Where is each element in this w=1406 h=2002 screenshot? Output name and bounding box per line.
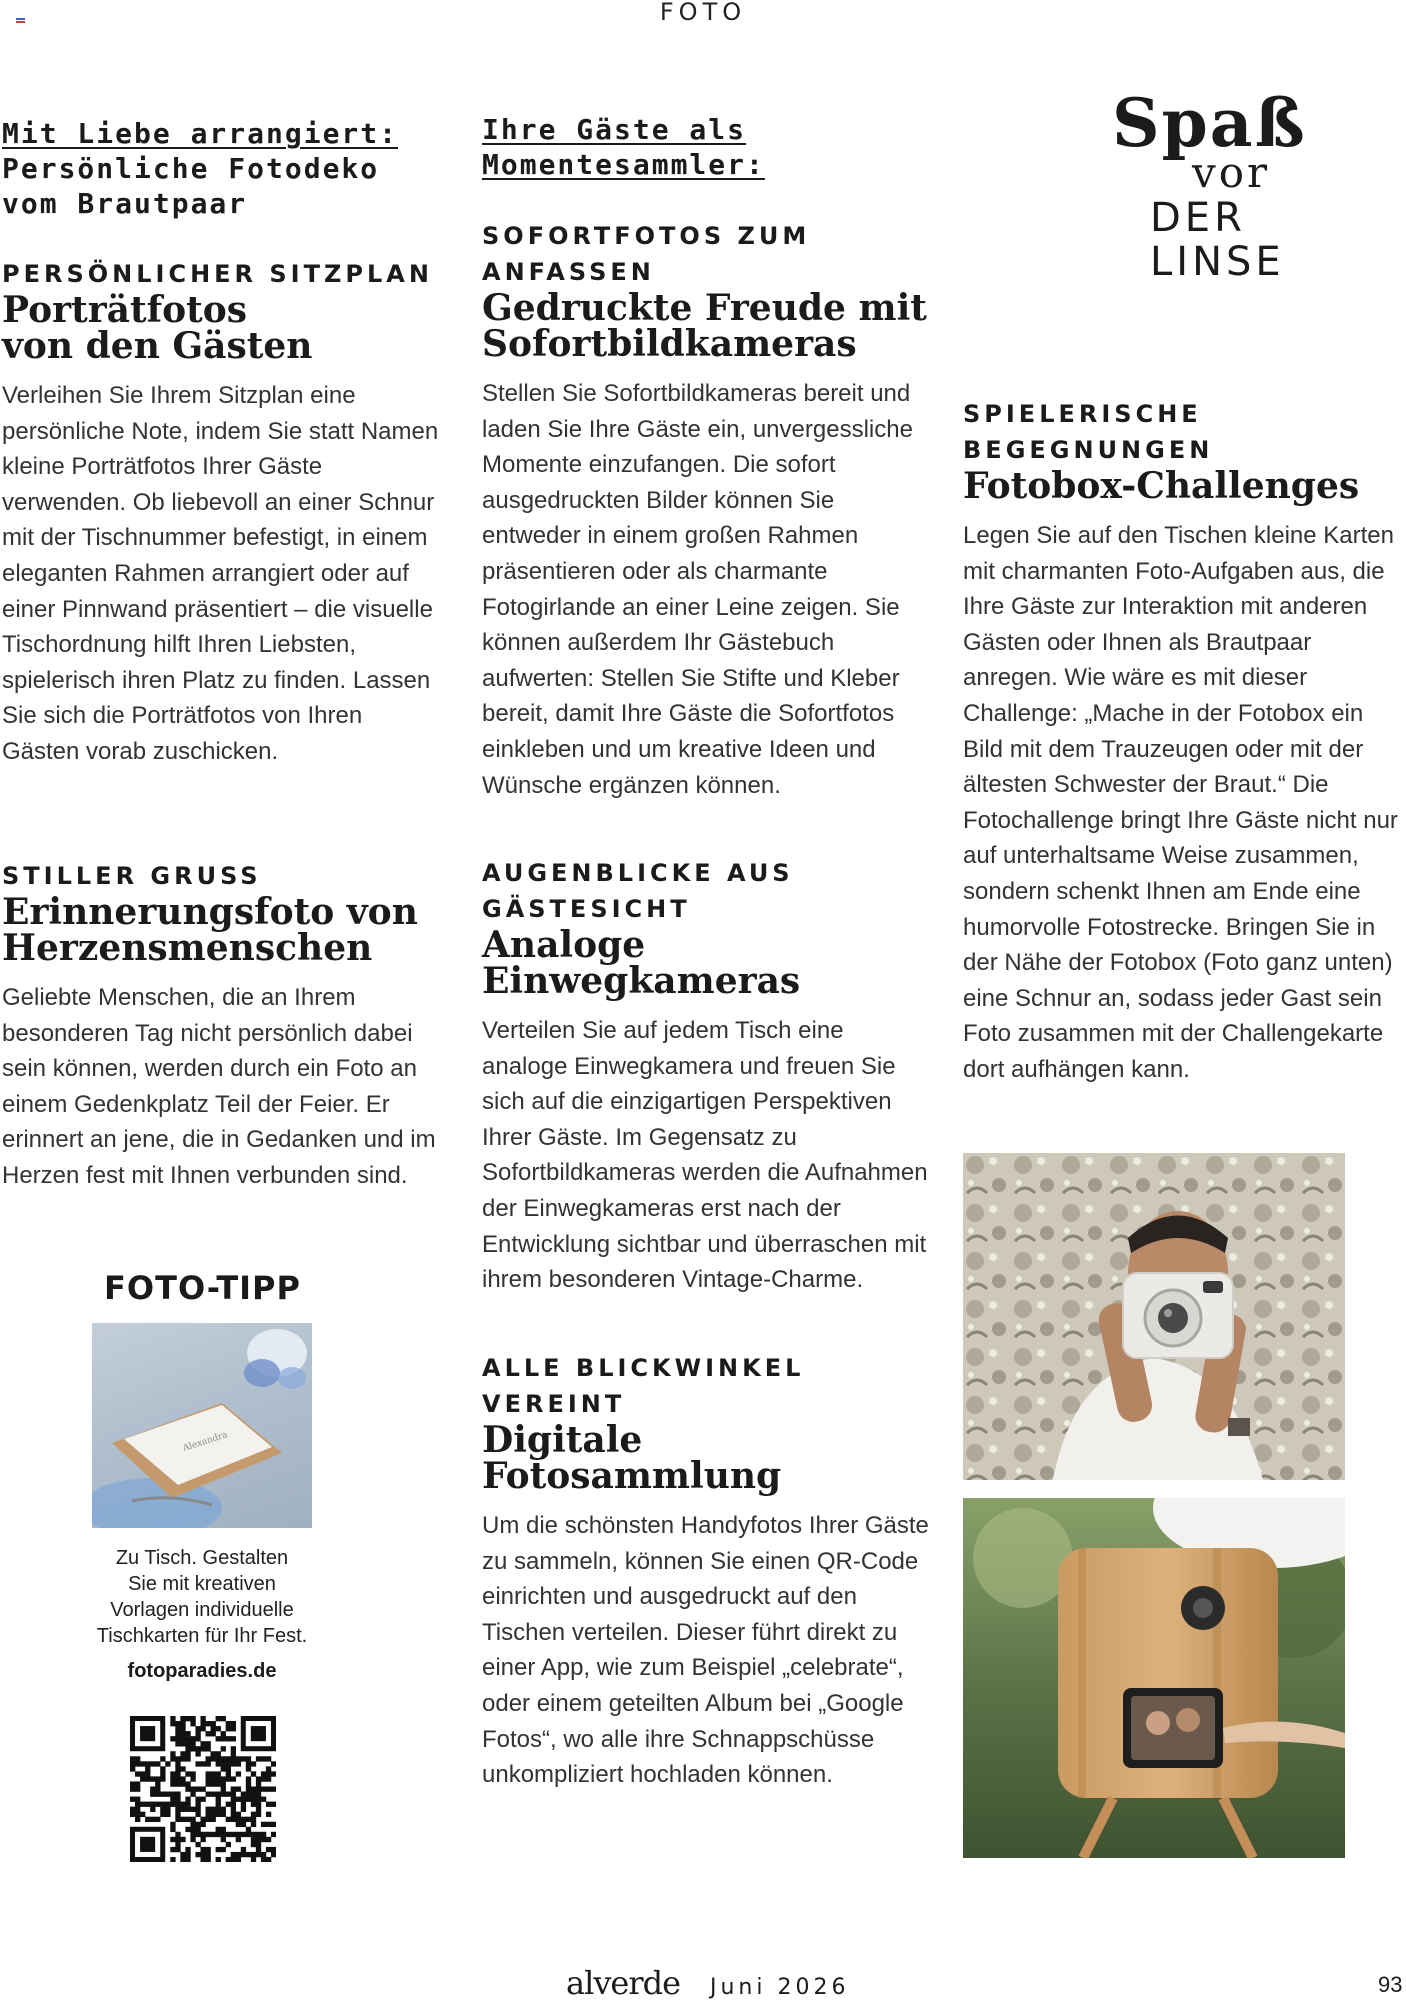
intro-line: Momentesammler: — [482, 148, 765, 181]
section-label: ANFASSEN — [482, 258, 655, 286]
place-card-illustration — [92, 1323, 312, 1528]
caption-line: Vorlagen individuelle — [110, 1599, 294, 1621]
section-label: SPIELERISCHE — [963, 400, 1202, 428]
section-label: GÄSTESICHT — [482, 895, 691, 923]
section-heading: Fotobox-Challenges — [963, 465, 1360, 507]
section-fotobox-challenges — [963, 396, 1406, 1088]
section-label: AUGENBLICKE AUS — [482, 859, 794, 887]
intro-line: Mit Liebe arrangiert: — [2, 117, 399, 150]
section-erinnerungsfoto — [2, 858, 442, 1194]
intro-line: Persönliche Fotodeko — [2, 152, 380, 185]
section-body: Verleihen Sie Ihrem Sitzplan eine persönliche Note, indem Sie statt Namen kleine Porträtfotos Ihrer Gäste verwenden. Ob liebevoll an einer Schnur mit der Tischnummer befestigt, in einem eleganten Rahmen arrangiert oder auf einer Pinnwand präsentiert – die visuelle Tischordnung hilft Ihren Liebsten, spielerisch ihren Platz zu finden. Lassen Sie sich die Porträtfotos von Ihren Gästen vorab zuschicken. — [2, 382, 439, 765]
intro-heading-col2 — [482, 112, 902, 182]
foto-tipp-caption — [52, 1545, 352, 1649]
caption-line: Zu Tisch. Gestalten — [115, 1547, 289, 1569]
caption-line: Tischkarten für Ihr Fest. — [96, 1625, 308, 1647]
heading-line: von den Gästen — [2, 325, 313, 367]
heading-line: Sofortbildkameras — [482, 323, 857, 365]
section-body: Stellen Sie Sofortbildkameras bereit und laden Sie Ihre Gäste ein, unvergessliche Momente einzufangen. Die sofort ausgedruckten Bilder können Sie entweder in einem großen Rahmen präsentieren oder als charmante Fotogirlande an einer Leine zeigen. Sie können außerdem Ihr Gästebuch aufwerten: Stellen Sie Stifte und Kleber bereit, damit Ihre Gäste die Sofortfotos einkleben und um kreative Ideen und Wünsche ergänzen können. — [482, 380, 913, 799]
page-section-header — [0, 0, 1406, 25]
section-heading — [482, 287, 932, 365]
intro-heading-col1 — [2, 116, 462, 221]
instant-camera-photo — [963, 1153, 1345, 1480]
section-body: Geliebte Menschen, die an Ihrem besonderen Tag nicht persönlich dabei sein können, werden durch ein Foto an einem Gedenkplatz Teil der Feier. Er erinnert an jene, die in Gedanken und im Herzen fest mit Ihnen verbunden sind. — [2, 984, 436, 1189]
section-fotosammlung — [482, 1350, 932, 1793]
section-label: ALLE BLICKWINKEL — [482, 1354, 805, 1382]
heading-line: Einwegkameras — [482, 960, 801, 1002]
corner-mark-icon — [16, 18, 25, 23]
photo-booth-illustration — [963, 1498, 1345, 1858]
footer-brand: alverde — [566, 1964, 681, 2002]
feature-title-vor: vor — [1192, 148, 1271, 197]
instant-camera-illustration — [963, 1153, 1345, 1480]
section-label: VEREINT — [482, 1390, 626, 1418]
heading-line: Fotosammlung — [482, 1455, 782, 1497]
section-body: Um die schönsten Handyfotos Ihrer Gäste zu sammeln, können Sie einen QR-Code einrichten und ausgedruckt auf den Tischen verteilen. Dieser führt direkt zu einer App, wie zum Beispiel „celebrate“, oder einem geteilten Album bei „Google Fotos“, wo alle ihre Schnappschüsse unkompliziert hochladen können. — [482, 1512, 929, 1789]
feature-title-spass: Spaß — [1112, 84, 1307, 162]
feature-title — [1090, 84, 1390, 285]
caption-line: Sie mit kreativen — [128, 1573, 276, 1595]
section-body: Legen Sie auf den Tischen kleine Karten mit charmanten Foto-Aufgaben aus, die Ihre Gäste zur Interaktion mit anderen Gästen oder Ihnen als Brautpaar anregen. Wie wäre es mit dieser Challenge: „Mache in der Fotobox ein Bild mit dem Trauzeugen oder mit der ältesten Schwester der Braut.“ Die Fotochallenge bringt Ihre Gäste nicht nur auf unterhaltsame Weise zusammen, sondern schenkt Ihnen am Ende eine humorvolle Fotostrecke. Bringen Sie in der Nähe der Fotobox (Foto ganz unten) eine Schnur an, sodass jeder Gast sein Foto zusammen mit der Challengekarte dort aufhängen kann. — [963, 522, 1398, 1083]
section-einwegkameras — [482, 855, 932, 1298]
footer-issue: Juni 2026 — [710, 1975, 850, 2000]
intro-line: Ihre Gäste als — [482, 113, 747, 146]
section-label: STILLER GRUSS — [2, 862, 262, 890]
section-heading — [482, 924, 932, 1002]
section-body: Verteilen Sie auf jedem Tisch eine analoge Einwegkamera und freuen Sie sich auf die einzigartigen Perspektiven Ihrer Gäste. Im Gegensatz zu Sofortbildkameras werden die Aufnahmen der Einwegkameras erst nach der Entwicklung sichtbar und überraschen mit ihrem besonderen Vintage-Charme. — [482, 1017, 928, 1294]
photo-booth-photo — [963, 1498, 1345, 1858]
intro-line: vom Brautpaar — [2, 187, 248, 220]
heading-line: Herzensmenschen — [2, 927, 373, 969]
section-heading — [2, 891, 442, 969]
heading-line: Porträtfotos — [2, 289, 248, 331]
section-heading — [2, 289, 442, 367]
heading-line: Erinnerungsfoto von — [2, 891, 418, 933]
svg-text:Alexandra: Alexandra — [181, 1430, 230, 1454]
place-card-photo — [92, 1323, 312, 1528]
page-number: 93 — [1378, 1972, 1403, 1997]
section-sitzplan — [2, 256, 442, 770]
feature-title-linse: DER LINSE — [1150, 195, 1285, 285]
foto-tipp-box — [60, 1270, 345, 1306]
heading-line: Digitale — [482, 1419, 643, 1461]
heading-line: Analoge — [482, 924, 646, 966]
section-label: PERSÖNLICHER SITZPLAN — [2, 260, 433, 288]
heading-line: Gedruckte Freude mit — [482, 287, 927, 329]
section-label: BEGEGNUNGEN — [963, 436, 1214, 464]
section-heading — [482, 1419, 932, 1497]
foto-tipp-link[interactable]: fotoparadies.de — [127, 1660, 277, 1682]
section-label: SOFORTFOTOS ZUM — [482, 222, 811, 250]
qr-code-icon[interactable] — [130, 1716, 276, 1862]
section-sofortbildkameras — [482, 218, 932, 803]
section-title: FOTO — [659, 0, 747, 26]
foto-tipp-title: FOTO-TIPP — [104, 1269, 301, 1307]
